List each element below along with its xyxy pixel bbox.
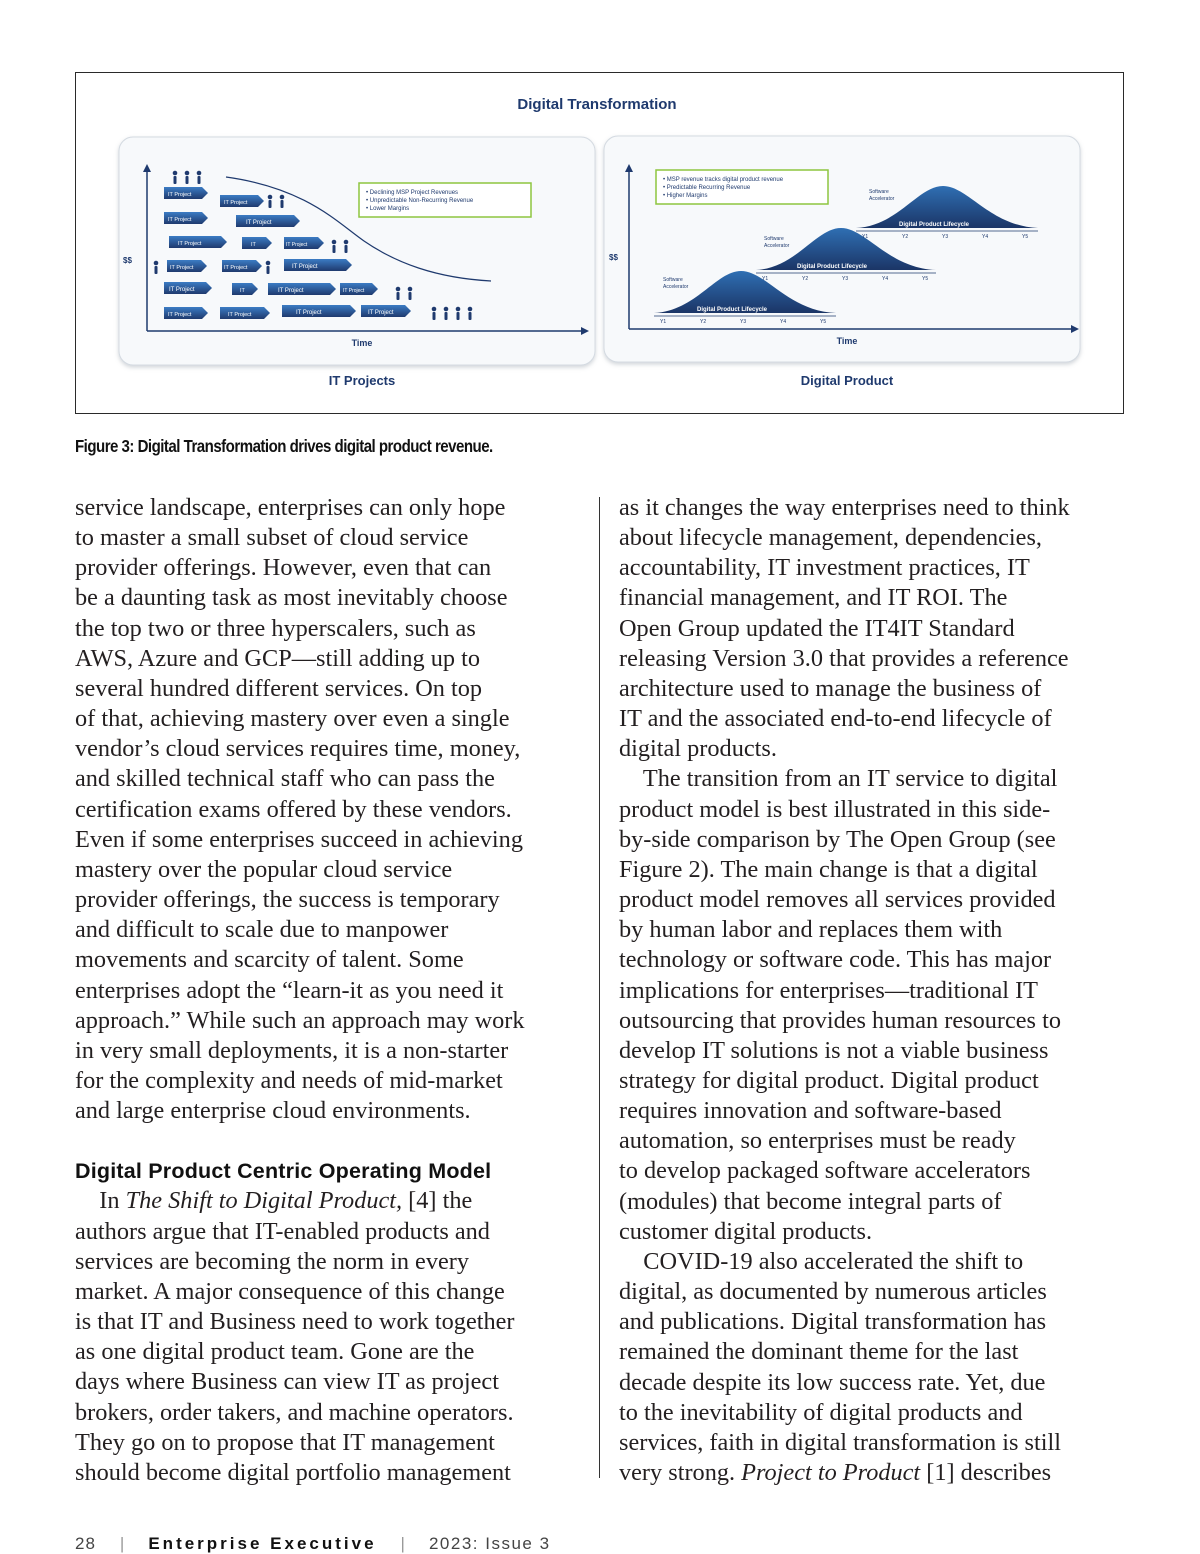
text-line: to develop packaged software accelerators	[619, 1157, 1031, 1185]
it-project-label: IT Project	[246, 220, 272, 226]
text-line: outsourcing that provides human resources to	[619, 1006, 1061, 1034]
text-line: provider offerings. However, even that can	[75, 554, 492, 582]
year-label: Y5	[1022, 234, 1029, 240]
right-panel-label: Digital Product	[800, 373, 894, 388]
text-line: of that, achieving mastery over even a single	[75, 705, 510, 733]
year-label: Y5	[922, 276, 929, 282]
text-line: mastery over the popular cloud service	[75, 855, 453, 883]
text-line: automation, so enterprises must be ready	[619, 1127, 1016, 1155]
issue-label: 2023: Issue 3	[428, 1534, 551, 1553]
text-line: by-side comparison by The Open Group (see	[619, 825, 1056, 853]
accelerator-label: Accelerator	[764, 243, 790, 249]
year-label: Y3	[942, 234, 949, 240]
text-line: very strong. Project to Product [1] describes	[619, 1459, 1052, 1486]
text-line: IT and the associated end-to-end lifecycle of	[619, 705, 1052, 733]
it-short-label: IT	[240, 288, 245, 294]
footer-separator: |	[400, 1534, 405, 1553]
column-divider	[599, 497, 600, 1478]
text-line: as it changes the way enterprises need to think	[619, 494, 1070, 521]
text-line-indented: The transition from an IT service to digital	[642, 765, 1058, 793]
text-line: market. A major consequence of this change	[75, 1277, 505, 1305]
text-line: architecture used to manage the business of	[619, 674, 1042, 702]
text-line: and publications. Digital transformation has	[619, 1308, 1047, 1336]
figure-title: Digital Transformation	[517, 96, 677, 113]
year-label: Y2	[902, 234, 909, 240]
text-line: movements and scarcity of talent. Some	[75, 946, 464, 974]
text-line: AWS, Azure and GCP—still adding up to	[75, 644, 481, 672]
text-line: as one digital product team. Gone are the	[75, 1338, 475, 1366]
lifecycle-label: Digital Product Lifecycle	[697, 307, 768, 313]
it-project-label: IT Project	[178, 241, 202, 247]
svg-text:• Predictable Recurring Revenu: • Predictable Recurring Revenue	[663, 185, 751, 191]
text-line-indented: COVID-19 also accelerated the shift to	[643, 1247, 1024, 1275]
text-line: services are becoming the norm in every	[75, 1247, 469, 1275]
year-label: Y2	[700, 319, 707, 325]
it-short-label: IT	[251, 242, 256, 248]
text-line: to the inevitability of digital products and	[619, 1398, 1023, 1426]
text-line: enterprises adopt the “learn-it as you need it	[75, 976, 504, 1004]
left-box-item: Unpredictable Non-Recurring Revenue	[369, 198, 474, 204]
accelerator-label: Software	[663, 277, 683, 283]
text-line: vendor’s cloud services requires time, money,	[75, 735, 521, 763]
page-footer	[75, 1534, 551, 1554]
right-box-item: MSP revenue tracks digital product revenue	[666, 177, 784, 183]
year-label: Y5	[820, 319, 827, 325]
text-line: They go on to propose that IT management	[75, 1428, 495, 1456]
year-label: Y3	[740, 319, 747, 325]
text-line: provider offerings, the success is temporary	[75, 886, 500, 914]
year-label: Y4	[780, 319, 787, 325]
left-x-axis-label: Time	[351, 338, 373, 348]
year-label: Y3	[842, 276, 849, 282]
book-title: The Shift to Digital Product,	[125, 1187, 403, 1215]
text-line: is that IT and Business need to work together	[75, 1308, 515, 1336]
left-y-axis-label: $$	[123, 256, 132, 265]
text-line: several hundred different services. On top	[75, 674, 483, 702]
it-project-label: IT Project	[278, 288, 304, 294]
publication-name: Enterprise Executive	[148, 1534, 377, 1553]
text-line: days where Business can view IT as project	[75, 1368, 499, 1396]
svg-text:• MSP revenue tracks digital p: • MSP revenue tracks digital product revenue	[663, 177, 784, 183]
it-project-label: IT Project	[169, 287, 195, 293]
it-project-label: IT Project	[168, 217, 192, 223]
figure-caption: Figure 3: Digital Transformation drives digital product revenue.	[75, 436, 493, 456]
it-project-label: IT Project	[296, 310, 322, 316]
text-line: and difficult to scale due to manpower	[75, 916, 449, 944]
right-box-item: Predictable Recurring Revenue	[666, 185, 751, 191]
footer-separator: |	[119, 1534, 125, 1553]
accelerator-label: Accelerator	[663, 284, 689, 290]
year-label: Y4	[882, 276, 889, 282]
figure-3	[75, 72, 1124, 414]
text-line: customer digital products.	[619, 1217, 873, 1245]
accelerator-label: Software	[764, 236, 784, 242]
year-label: Y2	[802, 276, 809, 282]
text-line: the top two or three hyperscalers, such as	[75, 614, 476, 642]
text-line: strategy for digital product. Digital product	[619, 1066, 1039, 1094]
text-line: financial management, and IT ROI. The	[619, 584, 1008, 612]
it-project-label: IT Project	[170, 265, 194, 271]
it-project-label: IT Project	[168, 192, 192, 198]
svg-text:• Unpredictable Non-Recurring: • Unpredictable Non-Recurring Revenue	[366, 198, 474, 204]
figure-graphic	[76, 73, 1125, 415]
left-column	[75, 493, 590, 1488]
text-line: and skilled technical staff who can pass the	[75, 765, 495, 793]
it-project-label: IT Project	[168, 312, 192, 318]
text-line: remained the dominant theme for the last	[619, 1338, 1019, 1366]
text-line: certification exams offered by these vendors.	[75, 795, 512, 823]
left-panel-label: IT Projects	[328, 373, 396, 388]
left-box-item: Lower Margins	[369, 206, 410, 212]
text-line-indented: In The Shift to Digital Product, [4] the	[99, 1187, 473, 1215]
text-line: develop IT solutions is not a viable business	[619, 1036, 1049, 1064]
left-box-item: Declining MSP Project Revenues	[369, 190, 459, 196]
svg-text:• Declining MSP Project Revenu: • Declining MSP Project Revenues	[366, 190, 459, 196]
right-column	[619, 493, 1139, 1488]
text-line: by human labor and replaces them with	[619, 916, 1003, 944]
right-panel	[604, 136, 1080, 388]
text-line: accountability, IT investment practices, IT	[619, 554, 1030, 582]
it-project-label: IT Project	[286, 242, 308, 248]
page-number: 28	[75, 1534, 96, 1553]
paragraph-gap	[75, 1126, 590, 1156]
text-line: implications for enterprises—traditional IT	[619, 976, 1039, 1004]
text-line: in very small deployments, it is a non-starter	[75, 1036, 509, 1064]
year-label: Y1	[762, 276, 769, 282]
right-x-axis-label: Time	[836, 336, 858, 346]
it-project-label: IT Project	[368, 310, 394, 316]
text-line: and large enterprise cloud environments.	[75, 1097, 471, 1125]
text-line: decade despite its low success rate. Yet, due	[619, 1368, 1046, 1396]
lifecycle-label: Digital Product Lifecycle	[797, 264, 868, 270]
it-project-label: IT Project	[224, 265, 248, 271]
accelerator-label: Accelerator	[869, 196, 895, 202]
year-label: Y1	[862, 234, 869, 240]
text-line: about lifecycle management, dependencies,	[619, 524, 1042, 552]
it-project-label: IT Project	[292, 264, 318, 270]
year-label: Y4	[982, 234, 989, 240]
text-line: requires innovation and software-based	[619, 1097, 1002, 1125]
text-line: to master a small subset of cloud service	[75, 524, 469, 552]
text-line: should become digital portfolio management	[75, 1458, 511, 1486]
it-project-label: IT Project	[228, 312, 252, 318]
text-line: product model removes all services provided	[619, 886, 1056, 914]
section-heading: Digital Product Centric Operating Model	[75, 1159, 492, 1184]
text-line: services, faith in digital transformation is still	[619, 1428, 1061, 1456]
text-line: technology or software code. This has major	[619, 946, 1052, 974]
text-line: digital, as documented by numerous articles	[619, 1278, 1047, 1306]
svg-text:• Lower Margins: • Lower Margins	[366, 206, 410, 212]
right-y-axis-label: $$	[609, 253, 618, 262]
text-line: Even if some enterprises succeed in achieving	[75, 825, 523, 853]
accelerator-label: Software	[869, 189, 889, 195]
text-line: Figure 2). The main change is that a digital	[619, 855, 1038, 883]
right-box-item: Higher Margins	[666, 193, 708, 199]
it-project-label: IT Project	[343, 288, 365, 294]
text-line: Open Group updated the IT4IT Standard	[619, 614, 1015, 642]
text-line: releasing Version 3.0 that provides a reference	[619, 644, 1069, 672]
text-line: service landscape, enterprises can only hope	[75, 494, 506, 521]
text-line: (modules) that become integral parts of	[619, 1187, 1002, 1215]
text-line: authors argue that IT-enabled products and	[75, 1217, 490, 1245]
svg-text:• Higher Margins: • Higher Margins	[663, 193, 708, 199]
text-line: product model is best illustrated in this side-	[619, 795, 1051, 823]
left-panel	[119, 137, 595, 388]
text-line: brokers, order takers, and machine operators.	[75, 1398, 514, 1426]
text-line: for the complexity and needs of mid-market	[75, 1066, 503, 1094]
text-line: approach.” While such an approach may work	[75, 1006, 525, 1034]
text-line: digital products.	[619, 735, 777, 763]
year-label: Y1	[660, 319, 667, 325]
book-title: Project to Product	[741, 1459, 921, 1486]
it-project-label: IT Project	[224, 200, 248, 206]
lifecycle-label: Digital Product Lifecycle	[899, 222, 970, 228]
text-line: be a daunting task as most inevitably choose	[75, 584, 508, 612]
